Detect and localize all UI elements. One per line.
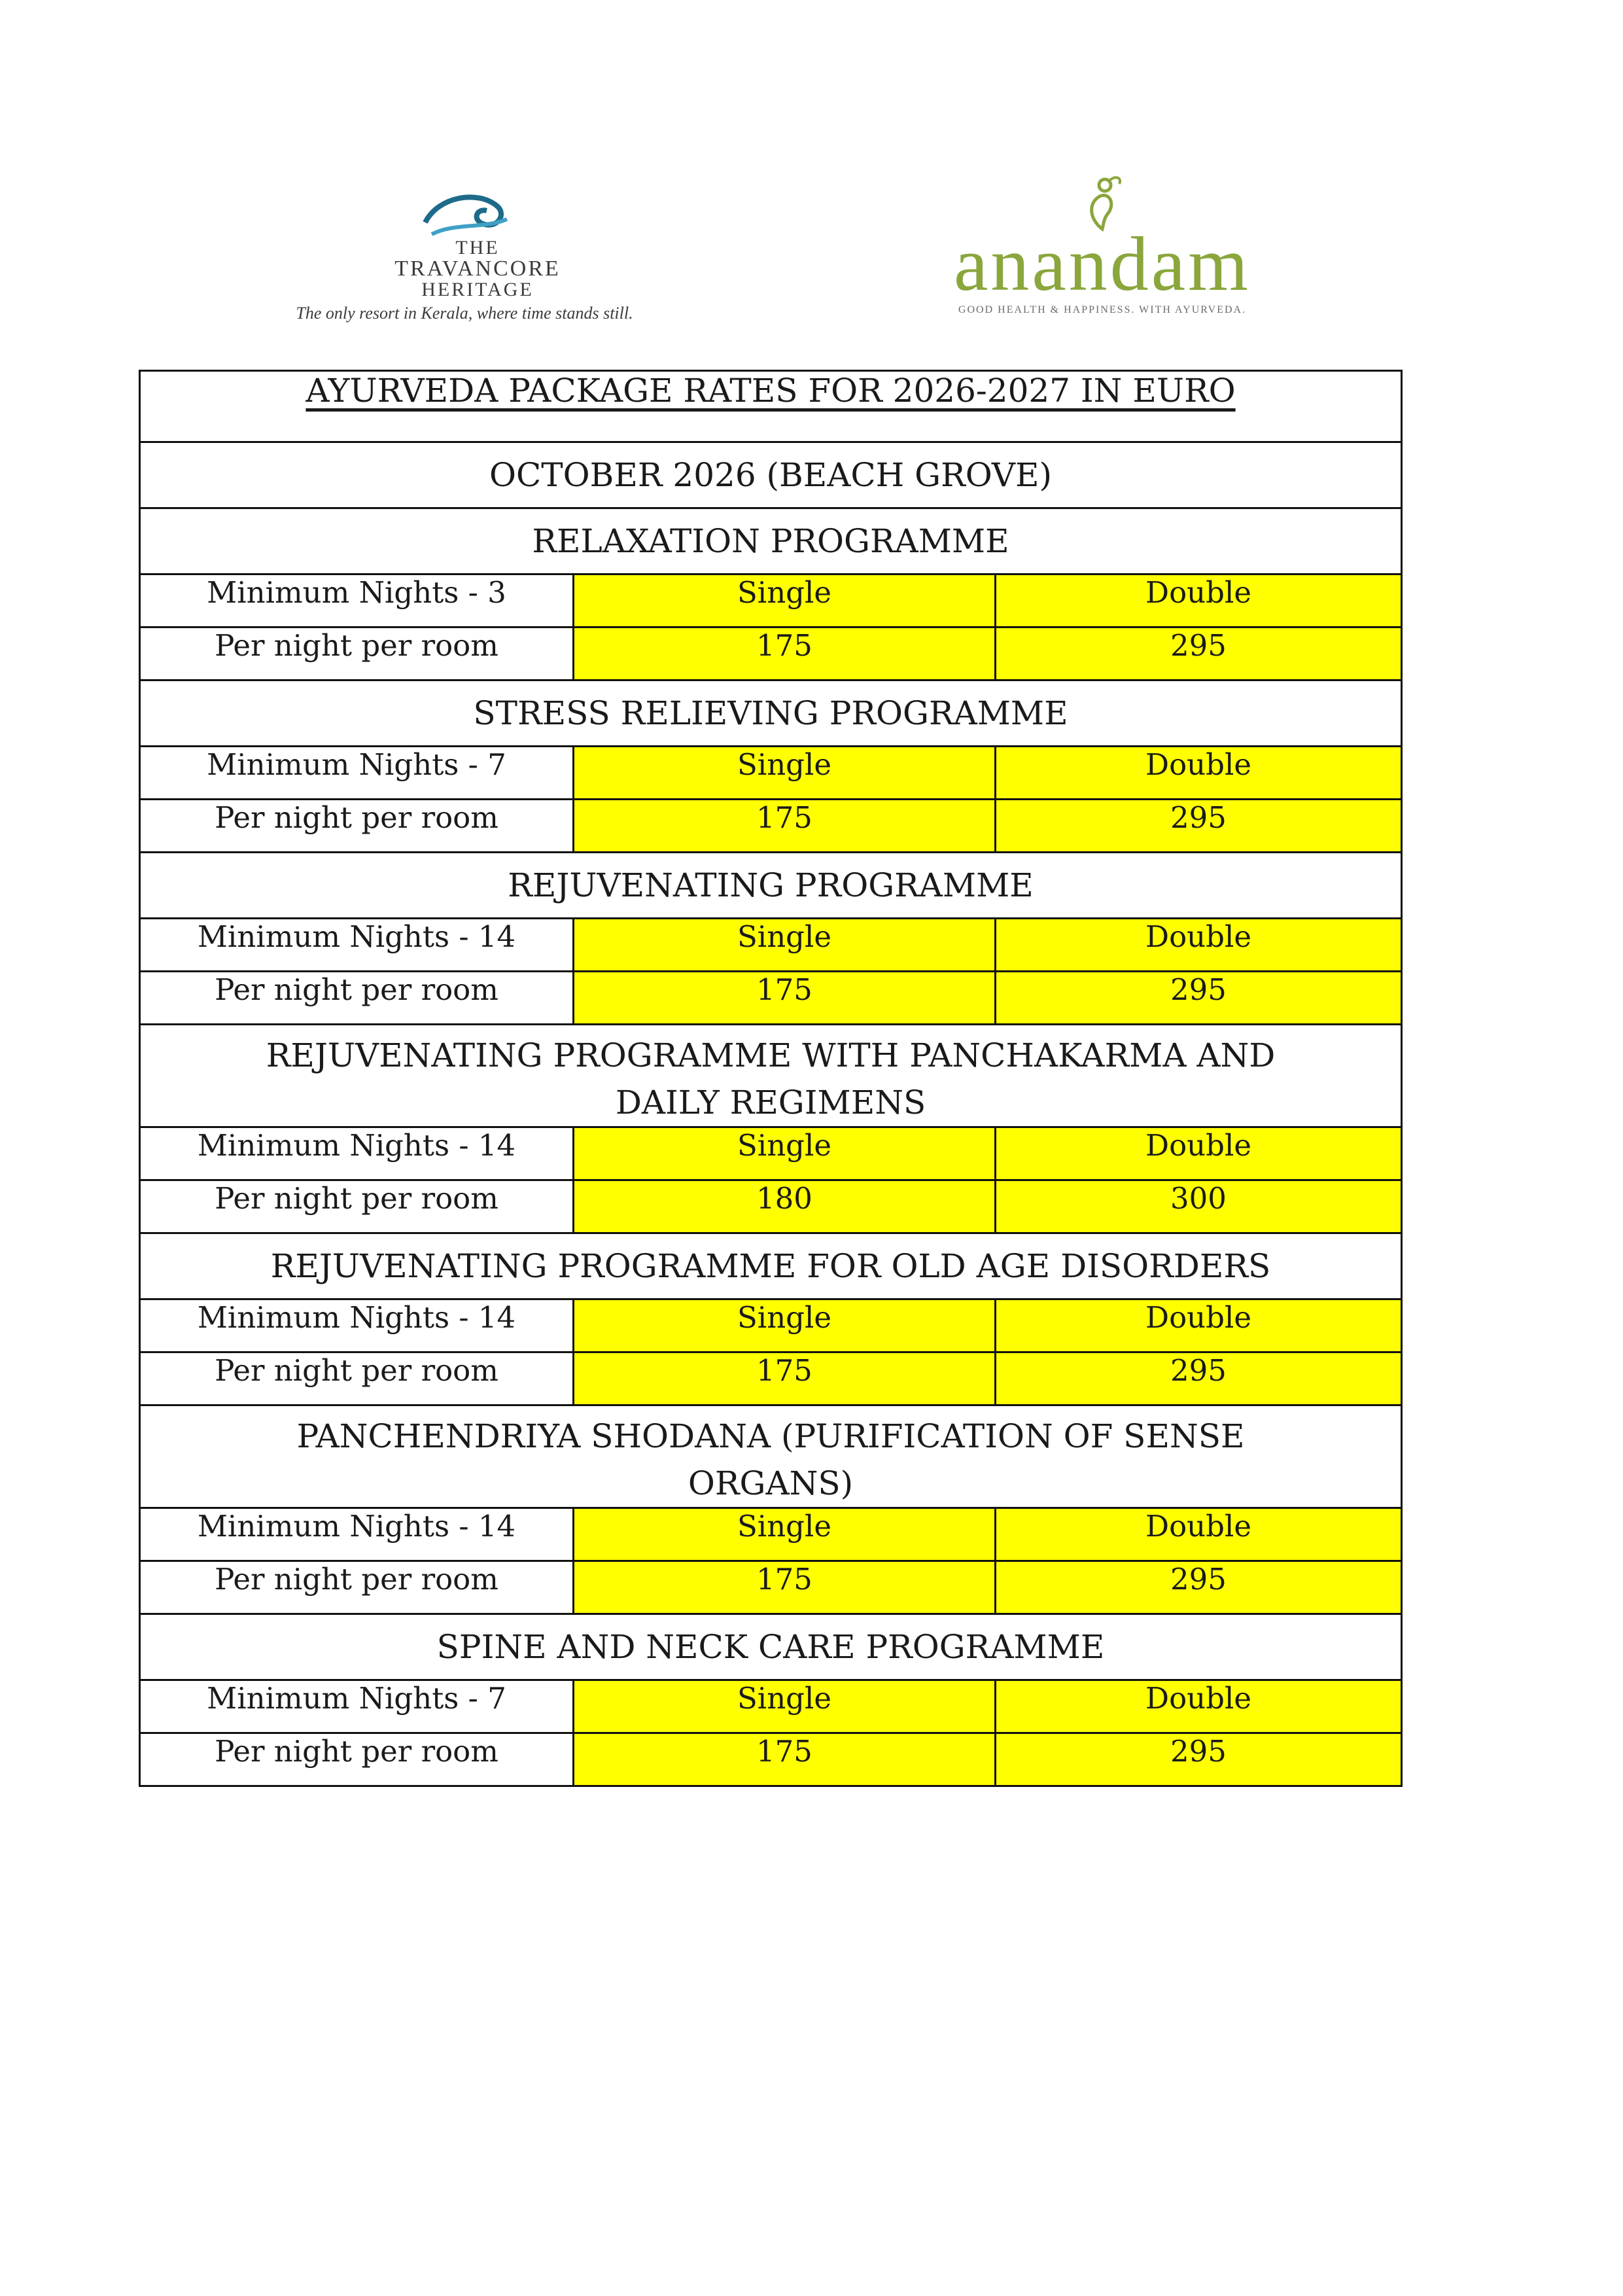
table-row bbox=[140, 919, 1402, 972]
programme-name: SPINE AND NECK CARE PROGRAMME bbox=[140, 1614, 1402, 1680]
rate-label-cell: Per night per room bbox=[140, 800, 574, 853]
rate-label-cell: Per night per room bbox=[140, 627, 574, 680]
table-title-row bbox=[140, 371, 1402, 442]
programme-name: STRESS RELIEVING PROGRAMME bbox=[140, 680, 1402, 747]
anandam-logo bbox=[906, 173, 1312, 324]
anandam-wordmark: anandam bbox=[954, 221, 1251, 307]
logo-tagline: The only resort in Kerala, where time stands still. bbox=[296, 304, 633, 323]
programme-name-cell bbox=[140, 1025, 1402, 1127]
double-header-cell: Double bbox=[996, 747, 1402, 800]
package-rates-table bbox=[139, 370, 1403, 1787]
single-rate-cell: 175 bbox=[574, 800, 996, 853]
table-row bbox=[140, 1508, 1402, 1561]
table-subtitle: OCTOBER 2026 (BEACH GROVE) bbox=[140, 442, 1402, 508]
logo-line-heritage: HERITAGE bbox=[421, 279, 534, 300]
table-title: AYURVEDA PACKAGE RATES FOR 2026-2027 IN EURO bbox=[305, 372, 1236, 410]
table-row bbox=[140, 972, 1402, 1025]
anandam-tagline: GOOD HEALTH & HAPPINESS. WITH AYURVEDA. bbox=[958, 304, 1247, 315]
double-header-cell: Double bbox=[996, 1299, 1402, 1352]
programme-header-row bbox=[140, 1614, 1402, 1680]
programme-name: PANCHENDRIYA SHODANA (PURIFICATION OF SENSE bbox=[296, 1417, 1245, 1455]
single-rate-cell: 175 bbox=[574, 1352, 996, 1405]
double-rate-cell: 295 bbox=[996, 1561, 1402, 1614]
rate-label-cell: Per night per room bbox=[140, 1561, 574, 1614]
rate-label-cell: Per night per room bbox=[140, 1180, 574, 1233]
min-nights-cell: Minimum Nights - 14 bbox=[140, 1508, 574, 1561]
single-rate-cell: 175 bbox=[574, 1561, 996, 1614]
table-subtitle-row bbox=[140, 442, 1402, 508]
programme-header-row bbox=[140, 1405, 1402, 1508]
table-row bbox=[140, 747, 1402, 800]
double-rate-cell: 295 bbox=[996, 1352, 1402, 1405]
double-header-cell: Double bbox=[996, 574, 1402, 627]
double-header-cell: Double bbox=[996, 1127, 1402, 1180]
double-rate-cell: 300 bbox=[996, 1180, 1402, 1233]
single-header-cell: Single bbox=[574, 1299, 996, 1352]
single-header-cell: Single bbox=[574, 919, 996, 972]
programme-name: REJUVENATING PROGRAMME bbox=[140, 853, 1402, 919]
min-nights-cell: Minimum Nights - 3 bbox=[140, 574, 574, 627]
table-row bbox=[140, 1733, 1402, 1786]
single-rate-cell: 175 bbox=[574, 1733, 996, 1786]
min-nights-cell: Minimum Nights - 7 bbox=[140, 1680, 574, 1733]
table-title-cell bbox=[140, 371, 1402, 442]
double-rate-cell: 295 bbox=[996, 627, 1402, 680]
logo-line-the: THE bbox=[455, 237, 500, 258]
programme-name-line2: DAILY REGIMENS bbox=[615, 1084, 926, 1122]
table-row bbox=[140, 800, 1402, 853]
double-rate-cell: 295 bbox=[996, 800, 1402, 853]
programme-name-line2: ORGANS) bbox=[688, 1464, 854, 1502]
table-row bbox=[140, 1561, 1402, 1614]
single-header-cell: Single bbox=[574, 1127, 996, 1180]
double-rate-cell: 295 bbox=[996, 972, 1402, 1025]
table-row bbox=[140, 1299, 1402, 1352]
programme-header-row bbox=[140, 508, 1402, 574]
single-header-cell: Single bbox=[574, 1680, 996, 1733]
single-rate-cell: 180 bbox=[574, 1180, 996, 1233]
rate-label-cell: Per night per room bbox=[140, 1733, 574, 1786]
min-nights-cell: Minimum Nights - 14 bbox=[140, 919, 574, 972]
programme-header-row bbox=[140, 1025, 1402, 1127]
min-nights-cell: Minimum Nights - 7 bbox=[140, 747, 574, 800]
programme-name: RELAXATION PROGRAMME bbox=[140, 508, 1402, 574]
programme-name: REJUVENATING PROGRAMME FOR OLD AGE DISORDERS bbox=[140, 1233, 1402, 1299]
double-header-cell: Double bbox=[996, 1680, 1402, 1733]
double-rate-cell: 295 bbox=[996, 1733, 1402, 1786]
programme-name-cell bbox=[140, 1405, 1402, 1508]
table-row bbox=[140, 574, 1402, 627]
table-row bbox=[140, 1180, 1402, 1233]
wave-icon bbox=[419, 183, 517, 242]
min-nights-cell: Minimum Nights - 14 bbox=[140, 1127, 574, 1180]
rate-label-cell: Per night per room bbox=[140, 1352, 574, 1405]
programme-header-row bbox=[140, 1233, 1402, 1299]
programme-header-row bbox=[140, 853, 1402, 919]
table-row bbox=[140, 1352, 1402, 1405]
rate-label-cell: Per night per room bbox=[140, 972, 574, 1025]
min-nights-cell: Minimum Nights - 14 bbox=[140, 1299, 574, 1352]
travancore-heritage-logo bbox=[242, 177, 700, 327]
double-header-cell: Double bbox=[996, 919, 1402, 972]
table-row bbox=[140, 1680, 1402, 1733]
programme-header-row bbox=[140, 680, 1402, 747]
double-header-cell: Double bbox=[996, 1508, 1402, 1561]
table-row bbox=[140, 627, 1402, 680]
table-row bbox=[140, 1127, 1402, 1180]
programme-name: REJUVENATING PROGRAMME WITH PANCHAKARMA AND bbox=[266, 1036, 1276, 1074]
single-rate-cell: 175 bbox=[574, 972, 996, 1025]
single-header-cell: Single bbox=[574, 574, 996, 627]
single-header-cell: Single bbox=[574, 747, 996, 800]
logo-line-travancore: TRAVANCORE bbox=[394, 256, 561, 281]
single-rate-cell: 175 bbox=[574, 627, 996, 680]
single-header-cell: Single bbox=[574, 1508, 996, 1561]
